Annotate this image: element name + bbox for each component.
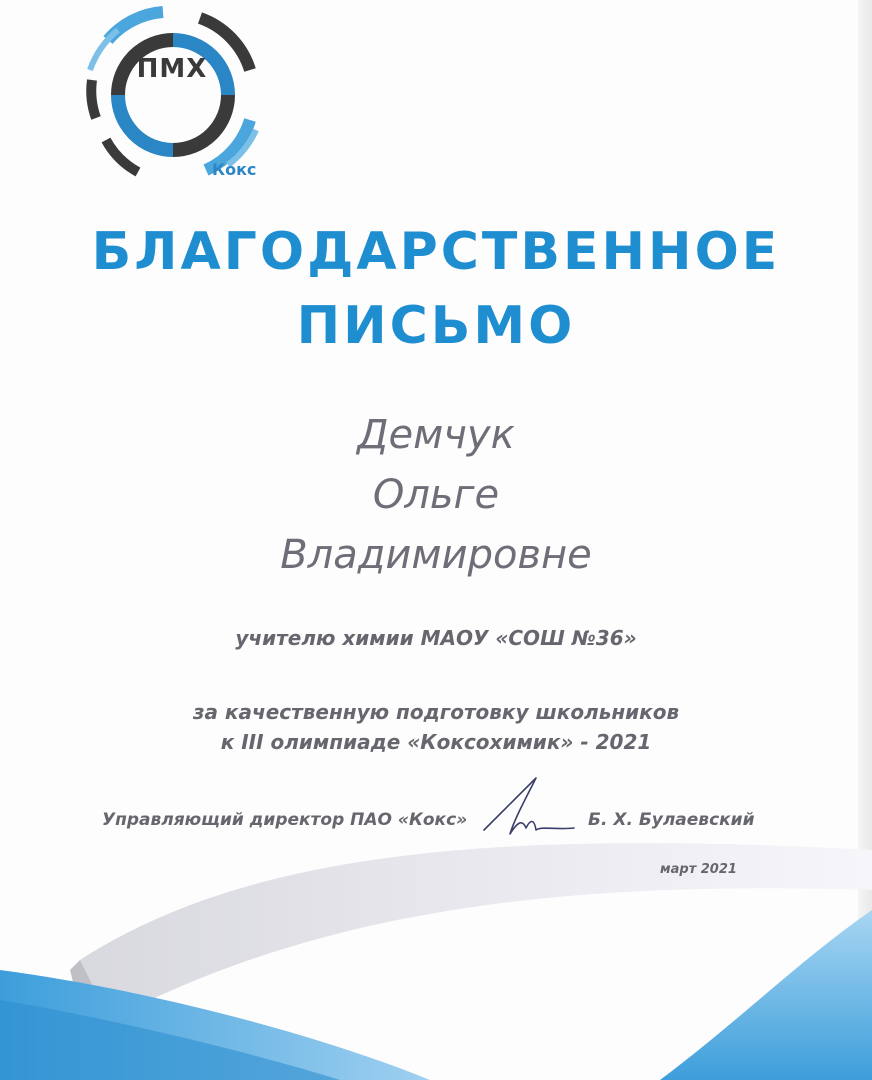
logo-text: ПМХ xyxy=(136,54,208,84)
decorative-swoosh xyxy=(0,820,872,1080)
logo-subtitle: Кокс xyxy=(212,160,257,179)
signer-role: Управляющий директор ПАО «Кокс» xyxy=(102,810,468,830)
recipient-surname: Демчук xyxy=(357,412,515,458)
title-line-1: БЛАГОДАРСТВЕННОЕ xyxy=(91,222,781,282)
recipient-patronymic: Владимировне xyxy=(280,532,592,578)
recipient-first-name: Ольге xyxy=(372,472,500,518)
reason-line-1: за качественную подготовку школьников xyxy=(192,700,680,724)
title-line-2: ПИСЬМО xyxy=(296,296,576,356)
reason-line-2: к III олимпиаде «Коксохимик» - 2021 xyxy=(220,730,652,754)
handwritten-signature-icon xyxy=(476,768,586,848)
recipient-position: учителю химии МАОУ «СОШ №36» xyxy=(235,626,637,650)
issue-date: март 2021 xyxy=(660,862,737,877)
signer-name: Б. Х. Булаевский xyxy=(588,810,755,830)
